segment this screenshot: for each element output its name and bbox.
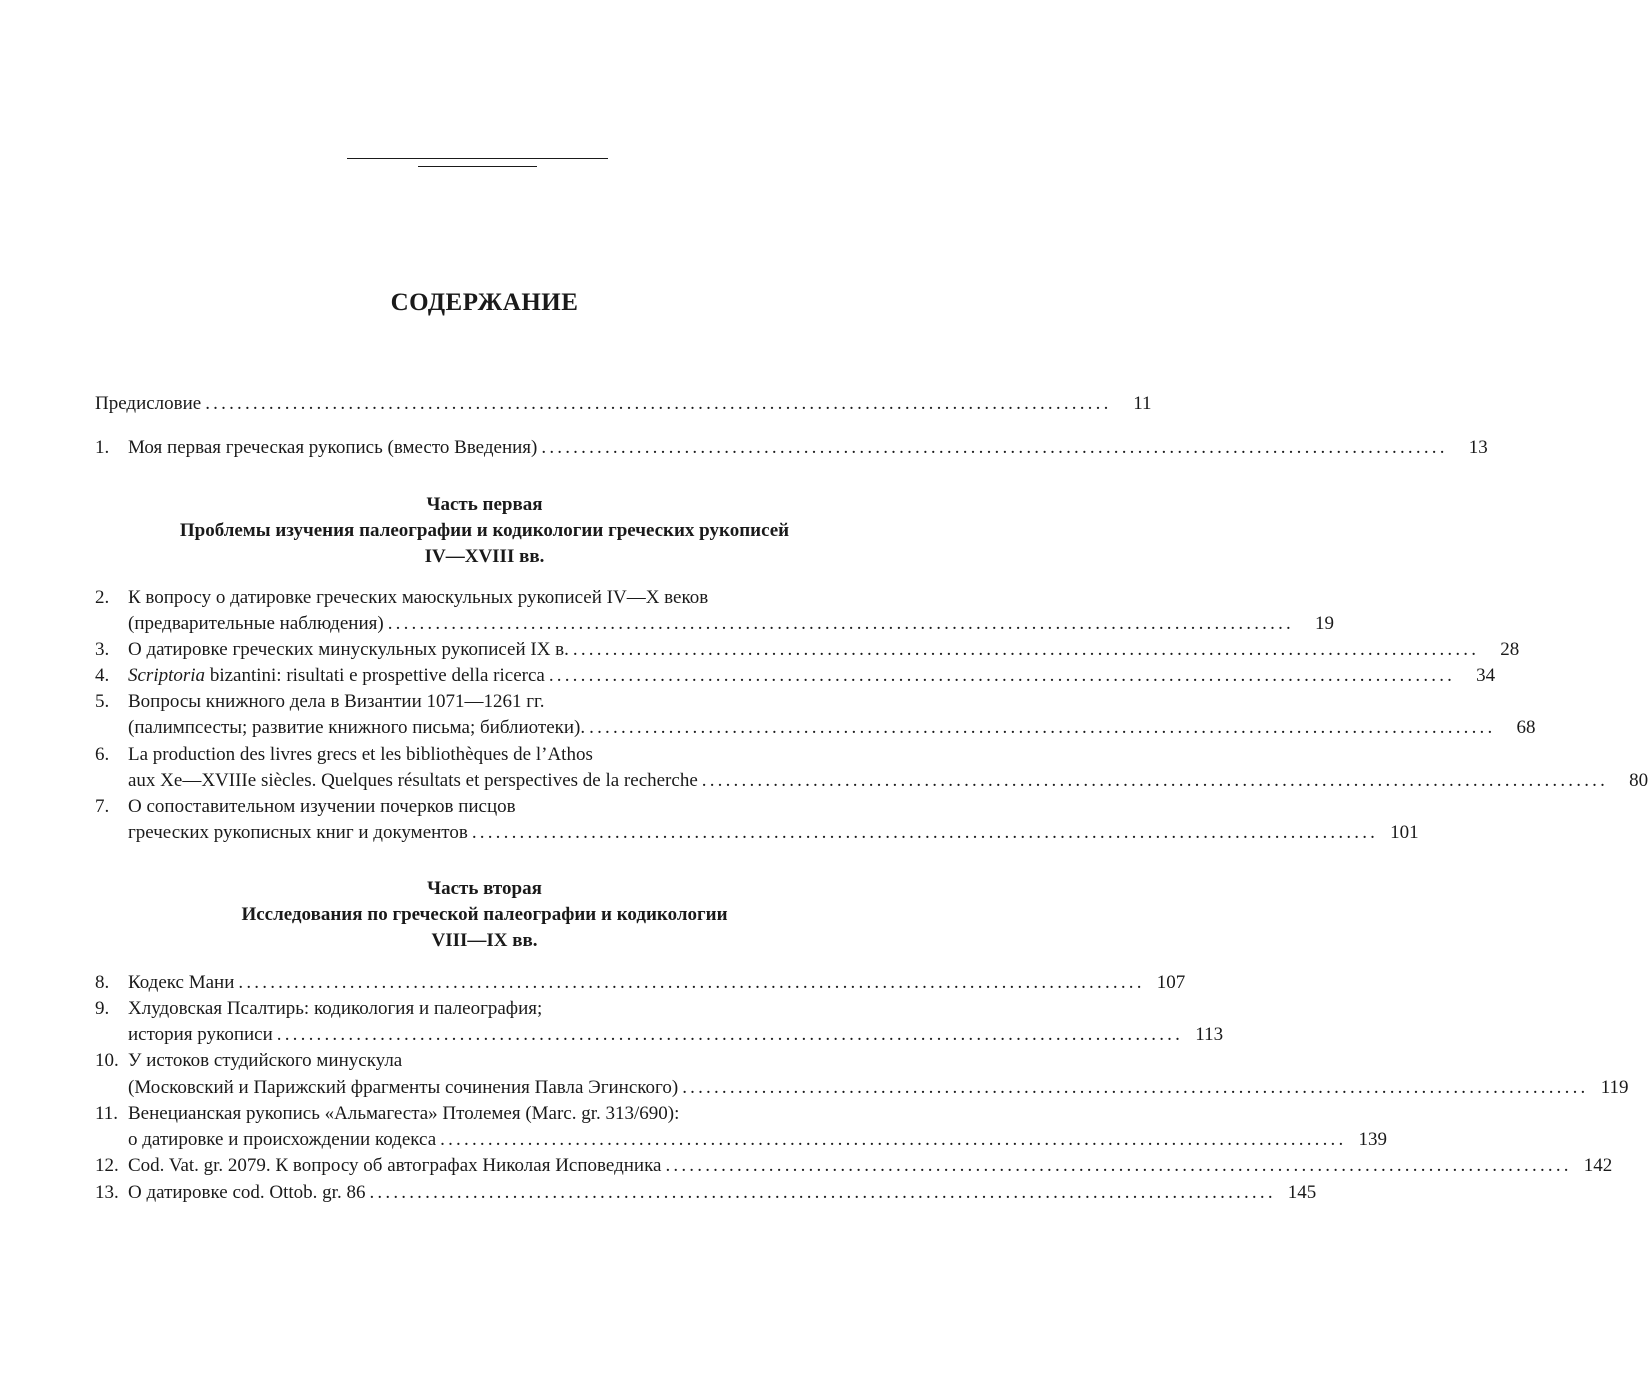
toc-entry-7[interactable]	[95, 794, 862, 820]
toc-entry-6-cont[interactable]	[95, 768, 1648, 794]
toc-entry-number: 11.	[95, 1103, 119, 1124]
toc-entry-text: (палимпсесты; развитие книжного письма; библиотеки).	[128, 717, 586, 738]
toc-entry-1[interactable]	[95, 435, 1488, 461]
toc-entry-text: La production des livres grecs et les bibliothèques de l’Athos	[128, 744, 593, 765]
toc-entry-number: 9.	[95, 998, 110, 1019]
part2-label: Часть вторая	[427, 878, 542, 899]
dot-leader: ..................................................................................................................	[238, 972, 1145, 993]
toc-entry-page: 139	[1358, 1129, 1387, 1150]
dot-leader: ..................................................................................................................	[572, 639, 1480, 660]
toc-entry-page: 113	[1195, 1024, 1224, 1045]
toc-entry-text: (предварительные наблюдения)	[128, 613, 384, 634]
toc-entry-7-cont[interactable]	[95, 820, 1419, 846]
toc-entry-text: О датировке греческих минускульных рукописей IX в.	[128, 639, 569, 660]
decorative-rule-short	[418, 166, 537, 167]
toc-entry-11[interactable]	[95, 1101, 862, 1127]
toc-entry-page: 142	[1583, 1155, 1613, 1176]
page-title: СОДЕРЖАНИЕ	[390, 289, 579, 316]
toc-entry-number: 1.	[95, 437, 110, 458]
toc-entry-13[interactable]	[95, 1180, 1317, 1206]
dot-leader: ..................................................................................................................	[440, 1129, 1347, 1150]
toc-entry-5[interactable]	[95, 689, 862, 715]
toc-entry-8[interactable]	[95, 970, 1186, 996]
part2-title-line1: Исследования по греческой палеографии и кодикологии	[241, 904, 728, 925]
toc-entry-4[interactable]	[95, 663, 1496, 689]
toc-entry-text: К вопросу о датировке греческих маюскульных рукописей IV—X веков	[128, 587, 709, 608]
dot-leader: ..................................................................................................................	[276, 1024, 1184, 1045]
toc-entry-page: 119	[1600, 1077, 1629, 1098]
dot-leader: ..................................................................................................................	[682, 1077, 1589, 1098]
toc-entry-number: 7.	[95, 796, 110, 817]
toc-entry-number: 10.	[95, 1050, 119, 1071]
toc-entry-2-cont[interactable]	[95, 611, 1334, 637]
part1-label: Часть первая	[426, 494, 543, 515]
toc-entry-text: греческих рукописных книг и документов	[128, 822, 468, 843]
toc-entry-page: 107	[1156, 972, 1186, 993]
toc-entry-text: (Московский и Парижский фрагменты сочинения Павла Эгинского)	[128, 1077, 679, 1098]
toc-entry-page: 13	[1468, 437, 1488, 458]
toc-entry-text: Cod. Vat. gr. 2079. К вопросу об автографах Николая Исповедника	[128, 1155, 662, 1176]
toc-entry-5-cont[interactable]	[95, 715, 1536, 741]
toc-entry-page: 19	[1315, 613, 1334, 634]
toc-entry-text: Венецианская рукопись «Альмагеста» Птолемея (Marc. gr. 313/690):	[128, 1103, 680, 1124]
toc-entry-page: 11	[1133, 393, 1152, 414]
toc-entry-text: Моя первая греческая рукопись (вместо Введения)	[128, 437, 538, 458]
toc-entry-number: 4.	[95, 665, 110, 686]
dot-leader: ..................................................................................................................	[471, 822, 1379, 843]
toc-entry-number: 13.	[95, 1182, 119, 1203]
toc-entry-9[interactable]	[95, 996, 862, 1022]
toc-entry-text: Scriptoria bizantini: risultati e prospettive della ricerca	[128, 665, 545, 686]
toc-entry-number: 3.	[95, 639, 110, 660]
italic-term: Scriptoria	[128, 665, 206, 686]
toc-entry-text: Предисловие	[95, 393, 202, 414]
toc-entry-10[interactable]	[95, 1048, 862, 1074]
toc-entry-page: 34	[1476, 665, 1496, 686]
decorative-rule-long	[347, 158, 608, 159]
toc-entry-page: 101	[1390, 822, 1419, 843]
toc-entry-text: Кодекс Мани	[128, 972, 235, 993]
toc-entry-2[interactable]	[95, 585, 862, 611]
toc-entry-text: история рукописи	[128, 1024, 273, 1045]
toc-entry-page: 145	[1287, 1182, 1317, 1203]
toc-entry-text: Вопросы книжного дела в Византии 1071—1261 гг.	[128, 691, 545, 712]
toc-entry-page: 80	[1629, 770, 1648, 791]
toc-entry-text: О датировке cod. Ottob. gr. 86	[128, 1182, 366, 1203]
part1-title-line1: Проблемы изучения палеографии и кодикологии греческих рукописей	[179, 520, 790, 541]
toc-entry-text: О сопоставительном изучении почерков писцов	[128, 796, 516, 817]
dot-leader: ..................................................................................................................	[541, 437, 1448, 458]
toc-entry-number: 12.	[95, 1155, 119, 1176]
dot-leader: ..................................................................................................................	[665, 1155, 1572, 1176]
dot-leader: ..................................................................................................................	[369, 1182, 1276, 1203]
dot-leader: ..................................................................................................................	[387, 613, 1294, 634]
toc-entry-6[interactable]	[95, 742, 862, 768]
toc-entry-preface[interactable]	[95, 391, 1152, 417]
toc-entry-number: 2.	[95, 587, 110, 608]
toc-entry-page: 68	[1516, 717, 1536, 738]
dot-leader: ..................................................................................................................	[589, 717, 1496, 738]
toc-entry-12[interactable]	[95, 1153, 1613, 1179]
toc-entry-page: 28	[1500, 639, 1520, 660]
toc-entry-number: 5.	[95, 691, 110, 712]
dot-leader: ..................................................................................................................	[701, 770, 1609, 791]
toc-entry-text: о датировке и происхождении кодекса	[128, 1129, 437, 1150]
toc-entry-11-cont[interactable]	[95, 1127, 1387, 1153]
toc-entry-number: 8.	[95, 972, 110, 993]
toc-entry-text: aux Xe—XVIIIe siècles. Quelques résultats et perspectives de la recherche	[128, 770, 698, 791]
toc-entry-10-cont[interactable]	[95, 1075, 1629, 1101]
toc-entry-3[interactable]	[95, 637, 1520, 663]
toc-entry-9-cont[interactable]	[95, 1022, 1224, 1048]
toc-entry-text: У истоков студийского минускула	[128, 1050, 403, 1071]
dot-leader: ..................................................................................................................	[548, 665, 1456, 686]
part2-title-line2: VIII—IX вв.	[431, 930, 538, 951]
toc-entry-text: Хлудовская Псалтирь: кодикология и палеография;	[128, 998, 543, 1019]
toc-entry-number: 6.	[95, 744, 110, 765]
dot-leader: ..................................................................................................................	[205, 393, 1112, 414]
part1-title-line2: IV—XVIII вв.	[424, 546, 545, 567]
